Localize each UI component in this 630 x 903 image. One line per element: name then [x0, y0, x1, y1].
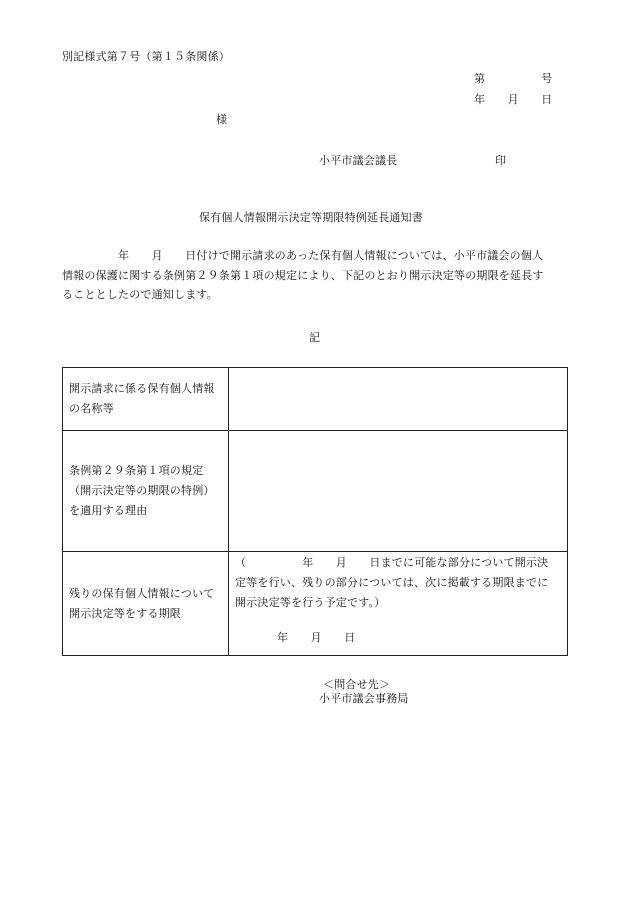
label-cell-info-name: [63, 368, 229, 431]
label-text: 開示請求に係る保有個人情報: [69, 382, 215, 395]
table-row: [63, 552, 568, 656]
label-text: の名称等: [69, 402, 114, 415]
value-cell-info-name[interactable]: [229, 368, 568, 431]
table-row: [63, 368, 568, 431]
deadline-text: 定等を行い、残りの部分については、次に掲載する期限までに: [235, 576, 549, 589]
sender-name: 小平市議会議長: [319, 154, 398, 167]
table-row: [63, 431, 568, 552]
contact-office: 小平市議会事務局: [319, 692, 409, 705]
body-line-3: ることとしたので通知します。: [62, 288, 218, 301]
value-cell-reason[interactable]: [229, 431, 568, 552]
body-line-2: 情報の保護に関する条例第２９条第１項の規定により、下記のとおり開示決定等の期限を延長す: [62, 268, 544, 282]
label-text: （開示決定等の期限の特例）: [69, 484, 215, 497]
deadline-date: 年 月 日: [277, 631, 356, 644]
contact-heading: ＜問合せ先＞: [323, 678, 391, 691]
document-title: 保有個人情報開示決定等期限特例延長通知書: [199, 211, 423, 224]
date-line: 年 月 日: [474, 93, 553, 106]
deadline-text: （ 年 月 日までに可能な部分について開示決: [235, 556, 549, 569]
label-text: を適用する理由: [69, 504, 148, 517]
ki-heading: 記: [309, 331, 321, 344]
notice-table: [62, 367, 568, 656]
form-reference: 別記様式第７号（第１５条関係）: [62, 50, 230, 63]
label-cell-reason: [63, 431, 229, 552]
value-cell-deadline: [229, 552, 568, 656]
body-paragraph: [62, 246, 568, 305]
label-text: 残りの保有個人情報について: [69, 586, 215, 600]
body-line-1: 年 月 日付けで開示請求のあった保有個人情報については、小平市議会の個人: [62, 249, 544, 262]
label-cell-deadline: [63, 552, 229, 656]
document-number-line: 第 号: [474, 72, 553, 85]
seal-mark: 印: [495, 154, 507, 167]
label-text: 開示決定等をする期限: [69, 606, 181, 620]
deadline-text: 開示決定等を行う予定です。）: [235, 596, 386, 609]
label-text: 条例第２９条第１項の規定: [69, 464, 204, 477]
addressee: 様: [216, 113, 228, 126]
